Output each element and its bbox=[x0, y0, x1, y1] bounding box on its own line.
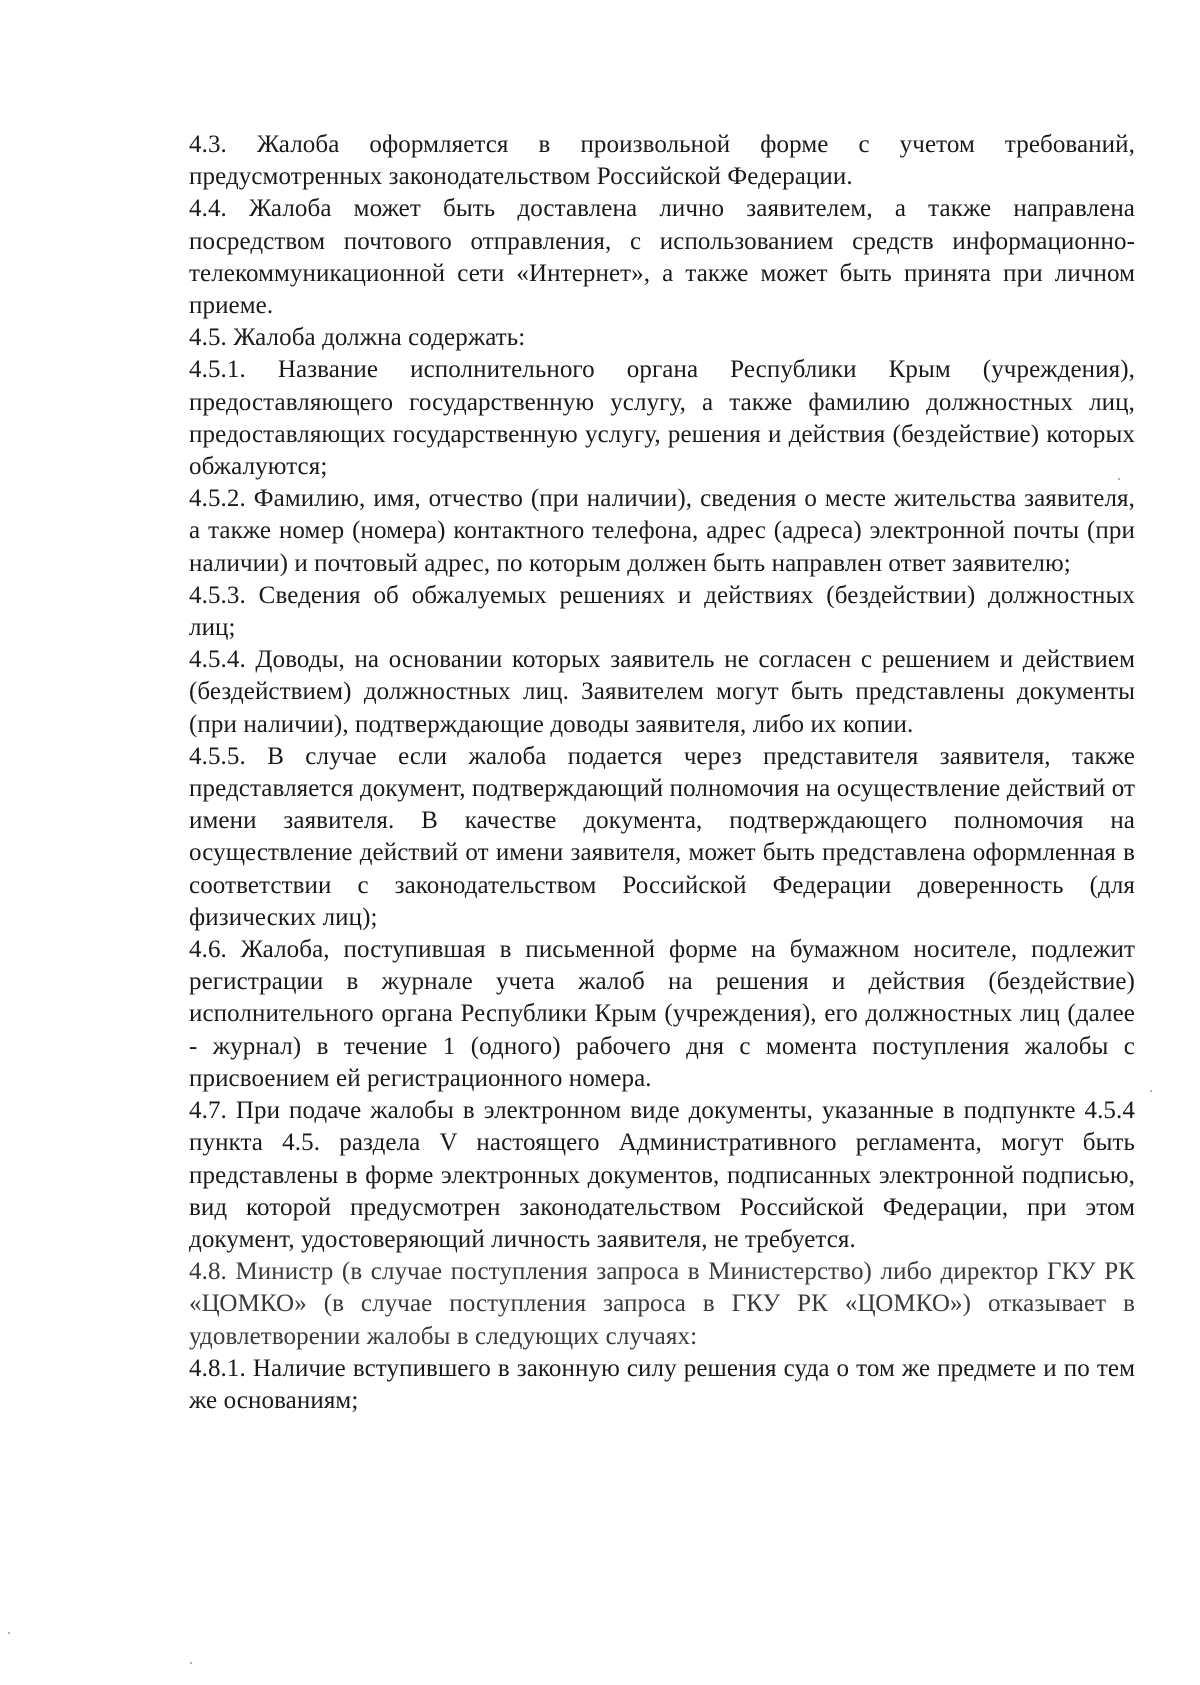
paragraph-4-3: 4.3. Жалоба оформляется в произвольной форме с учетом требований, предусмотренных законодательством Российской Федерации. bbox=[189, 131, 1135, 191]
paragraph-4-5-3: 4.5.3. Сведения об обжалуемых решениях и действиях (бездействии) должностных лиц; bbox=[189, 581, 1135, 642]
paragraph-4-8-1: 4.8.1. Наличие вступившего в законную силу решения суда о том же предмете и по тем же основаниям; bbox=[189, 1354, 1135, 1414]
paragraph-4-8: 4.8. Министр (в случае поступления запроса в Министерство) либо директор ГКУ РК «ЦОМКО» (в случае поступления запроса в ГКУ РК «ЦОМКО») отказывает в удовлетворении жалобы в следующих случаях: bbox=[189, 1258, 1135, 1350]
scan-speck bbox=[190, 1662, 192, 1664]
paragraph-4-5-2: 4.5.2. Фамилию, имя, отчество (при наличии), сведения о месте жительства заявителя, а также номер (номера) контактного телефона, адрес (адреса) электронной почты (при наличии) и почтовый адрес, по которым должен быть направлен ответ заявителю; bbox=[189, 485, 1135, 577]
paragraph-4-7: 4.7. При подаче жалобы в электронном виде документы, указанные в подпункте 4.5.4 пункта 4.5. раздела V настоящего Административного регламента, могут быть представлены в форме электронных документов, подписанных электронной подписью, вид которой предусмотрен законодательством Российской Федерации, при этом документ, удостоверяющий личность заявителя, не требуется. bbox=[189, 1097, 1135, 1253]
paragraph-4-5: 4.5. Жалоба должна содержать: bbox=[189, 324, 526, 352]
paragraph-4-6: 4.6. Жалоба, поступившая в письменной форме на бумажном носителе, подлежит регистрации в журнале учета жалоб на решения и действия (бездействие) исполнительного органа Республики Крым (учреждения), его должностных лиц (далее - журнал) в течение 1 (одного) рабочего дня с момента поступления жалобы с присвоением ей регистрационного номера. bbox=[189, 936, 1135, 1092]
paragraph-4-5-5: 4.5.5. В случае если жалоба подается через представителя заявителя, также представляется документ, подтверждающий полномочия на осуществление действий от имени заявителя. В качестве документа, подтверждающего полномочия на осуществление действий от имени заявителя, может быть представлена оформленная в соответствии с законодательством Российской Федерации доверенность (для физических лиц); bbox=[189, 742, 1135, 931]
paragraph-4-4: 4.4. Жалоба может быть доставлена лично заявителем, а также направлена посредством почтового отправления, с использованием средств информационно-телекоммуникационной сети «Интернет», а также может быть принята при личном приеме. bbox=[189, 195, 1135, 320]
scan-speck bbox=[1150, 1090, 1152, 1092]
paragraph-4-5-4: 4.5.4. Доводы, на основании которых заявитель не согласен с решением и действием (бездействием) должностных лиц. Заявителем могут быть представлены документы (при наличии), подтверждающие доводы заявителя, либо их копии. bbox=[189, 646, 1135, 738]
document-body bbox=[189, 129, 1135, 1417]
scan-speck bbox=[1118, 478, 1120, 480]
scan-speck bbox=[8, 1632, 10, 1634]
paragraph-4-5-1: 4.5.1. Название исполнительного органа Республики Крым (учреждения), предоставляющего государственную услугу, а также фамилию должностных лиц, предоставляющих государственную услугу, решения и действия (бездействие) которых обжалуются; bbox=[189, 356, 1135, 481]
